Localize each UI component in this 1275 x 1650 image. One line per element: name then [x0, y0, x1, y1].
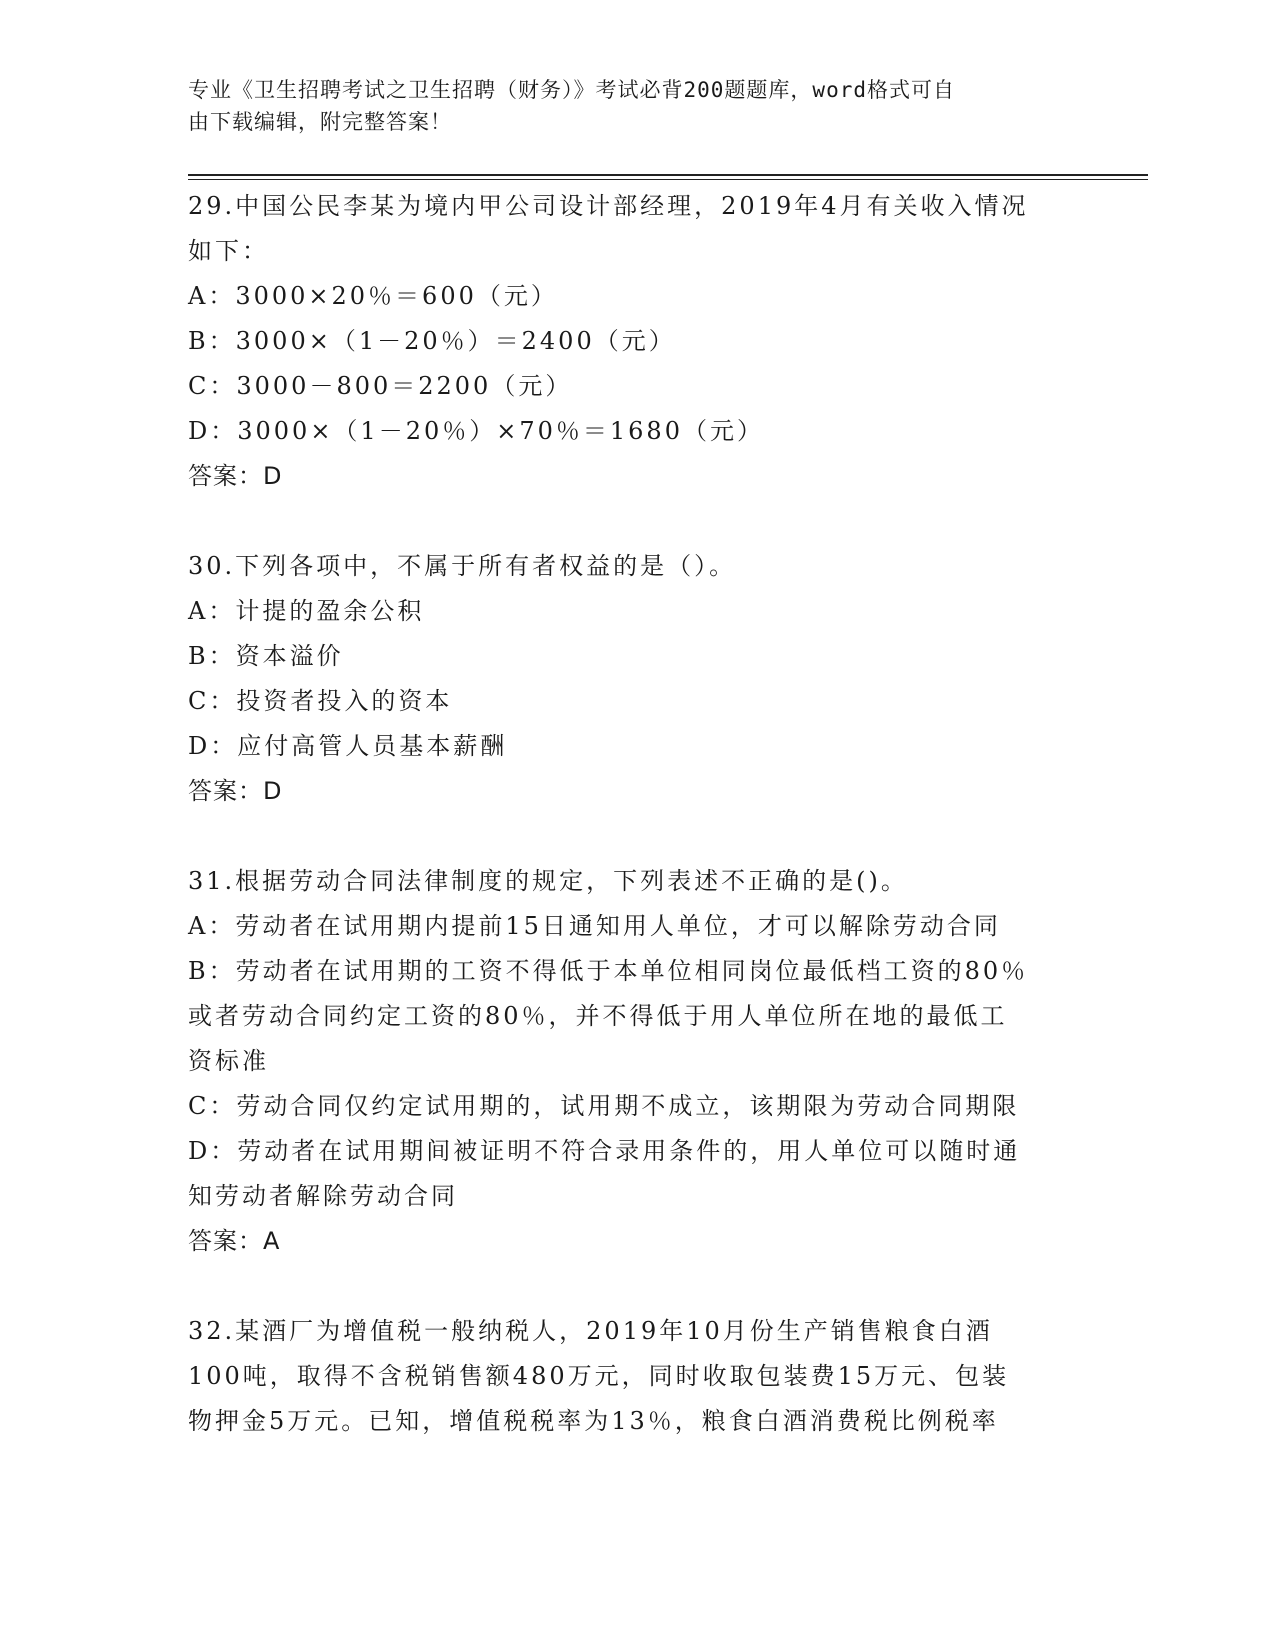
- option-c: C：3000－800＝2200（元）: [188, 372, 573, 400]
- document-header: [188, 74, 1068, 138]
- option-b-cont: 资标准: [188, 1047, 269, 1075]
- option-c: C：投资者投入的资本: [188, 687, 453, 715]
- question-text: 31.根据劳动合同法律制度的规定，下列表述不正确的是()。: [188, 867, 908, 895]
- header-divider: [188, 174, 1148, 180]
- option-d: D：应付高管人员基本薪酬: [188, 732, 508, 760]
- question-32: [188, 1309, 1088, 1444]
- question-text: 物押金5万元。已知，增值税税率为13％，粮食白酒消费税比例税率: [188, 1407, 999, 1435]
- option-a: A：计提的盈余公积: [188, 597, 425, 625]
- option-b-cont: 或者劳动合同约定工资的80％，并不得低于用人单位所在地的最低工: [188, 1002, 1008, 1030]
- answer-label: 答案：D: [188, 777, 283, 805]
- answer-label: 答案：A: [188, 1227, 281, 1255]
- question-text: 29.中国公民李某为境内甲公司设计部经理，2019年4月有关收入情况: [188, 192, 1029, 220]
- option-b: B：3000×（1－20％）＝2400（元）: [188, 327, 676, 355]
- question-text: 30.下列各项中，不属于所有者权益的是（）。: [188, 552, 737, 580]
- question-text: 32.某酒厂为增值税一般纳税人，2019年10月份生产销售粮食白酒: [188, 1317, 993, 1345]
- question-list: [188, 184, 1088, 1444]
- option-a: A：劳动者在试用期内提前15日通知用人单位，才可以解除劳动合同: [188, 912, 1001, 940]
- option-d: D：3000×（1－20％）×70％＝1680（元）: [188, 417, 764, 445]
- header-line: 由下载编辑，附完整答案！: [188, 110, 452, 134]
- question-text: 如下：: [188, 237, 269, 265]
- question-31: [188, 859, 1088, 1264]
- option-a: A：3000×20％＝600（元）: [188, 282, 558, 310]
- question-30: [188, 544, 1088, 814]
- option-b: B：劳动者在试用期的工资不得低于本单位相同岗位最低档工资的80％: [188, 957, 1029, 985]
- answer-label: 答案：D: [188, 462, 283, 490]
- option-d-cont: 知劳动者解除劳动合同: [188, 1182, 458, 1210]
- header-line: 专业《卫生招聘考试之卫生招聘（财务）》考试必背200题题库，word格式可自: [188, 78, 955, 102]
- option-b: B：资本溢价: [188, 642, 344, 670]
- option-d: D：劳动者在试用期间被证明不符合录用条件的，用人单位可以随时通: [188, 1137, 1021, 1165]
- question-29: [188, 184, 1088, 499]
- option-c: C：劳动合同仅约定试用期的，试用期不成立，该期限为劳动合同期限: [188, 1092, 1020, 1120]
- question-text: 100吨，取得不含税销售额480万元，同时收取包装费15万元、包装: [188, 1362, 1010, 1390]
